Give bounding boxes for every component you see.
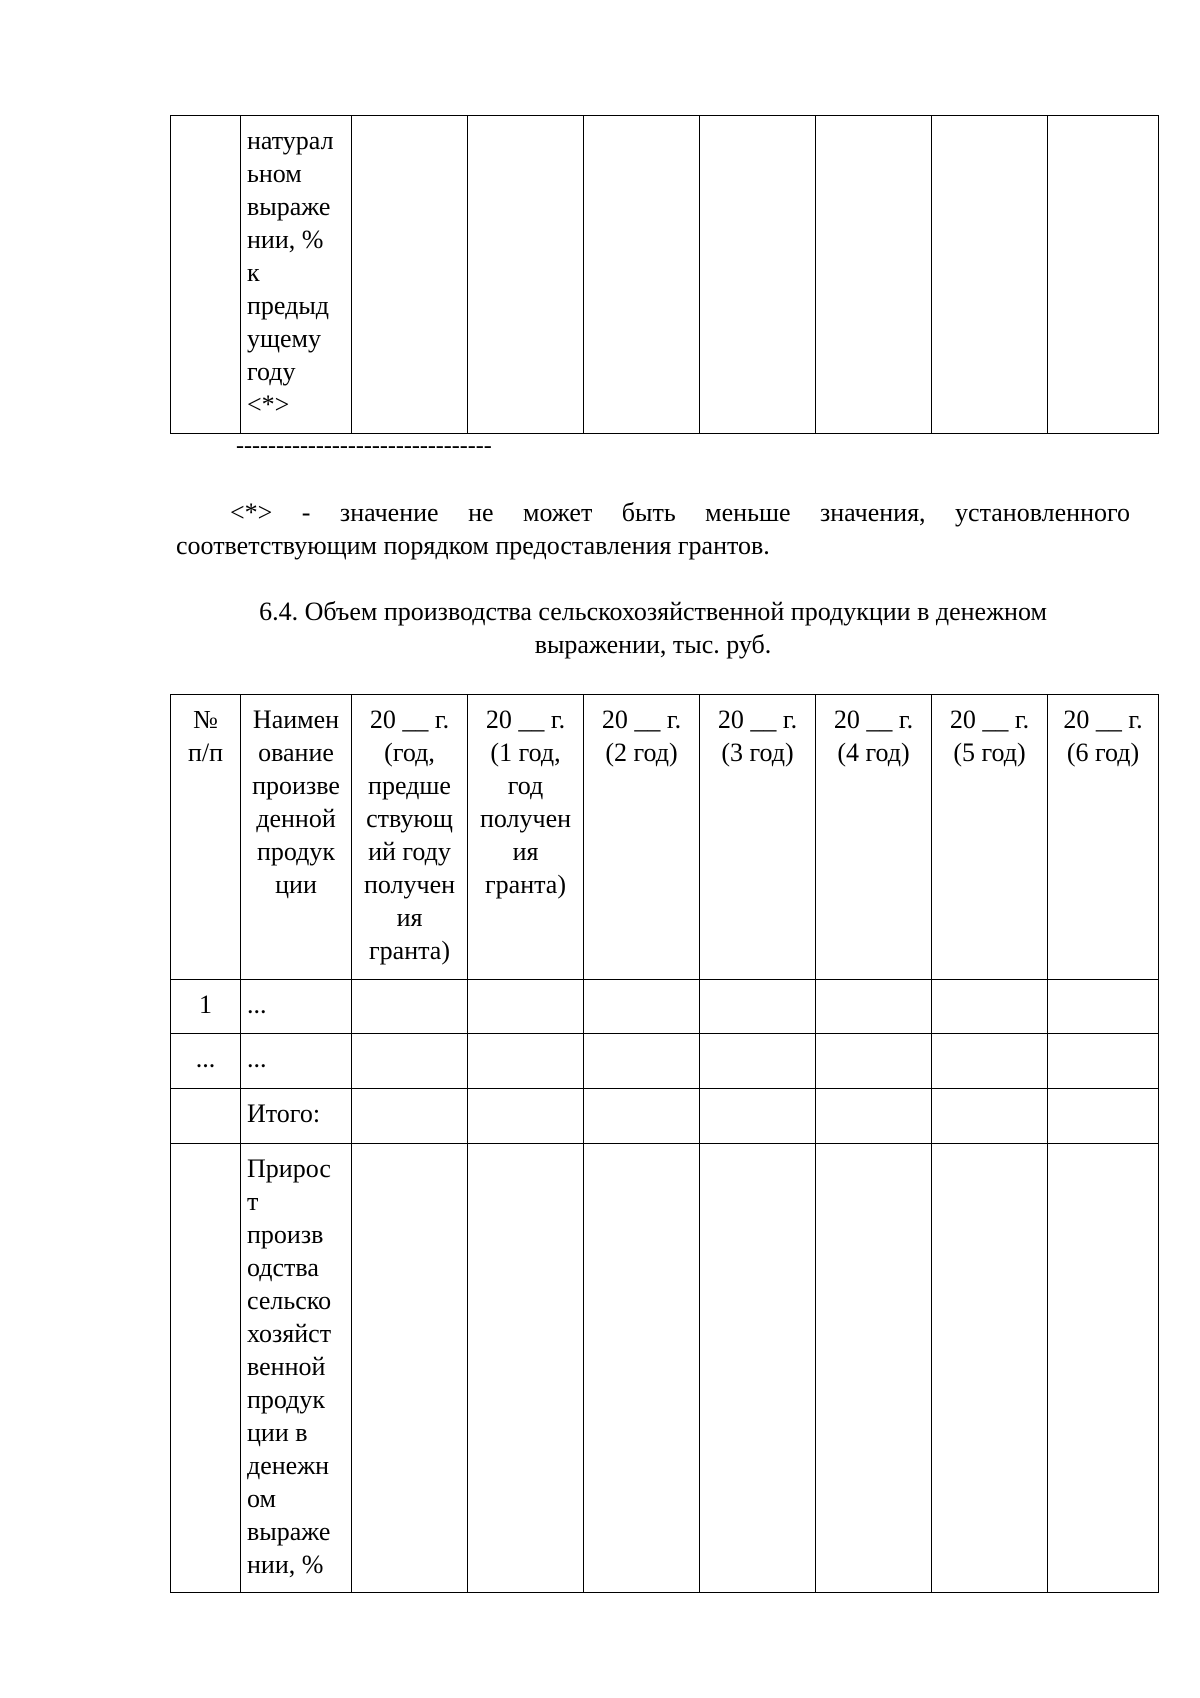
header-line: денной — [256, 804, 336, 833]
header-line: 20 __ г. — [601, 705, 682, 734]
header-line: Наимен — [252, 705, 340, 734]
growth-line: венной — [247, 1352, 326, 1381]
growth-line: Прирос — [247, 1154, 331, 1183]
value-cell — [816, 1089, 932, 1144]
value-cell — [468, 1144, 584, 1593]
section-title — [176, 595, 1130, 661]
value-cell — [1048, 116, 1159, 434]
header-line: (1 год, — [490, 738, 561, 767]
header-line: 20 __ г. — [833, 705, 914, 734]
table-row — [171, 1034, 1159, 1089]
header-line: п/п — [187, 738, 224, 767]
value-cell — [584, 980, 700, 1034]
header-year-4 — [816, 695, 932, 980]
growth-label-cell — [241, 1144, 352, 1593]
header-line: 20 __ г. — [1063, 705, 1143, 734]
footnote-separator: -------------------------------- — [236, 433, 492, 459]
value-cell — [700, 1089, 816, 1144]
header-year-1 — [468, 695, 584, 980]
header-line: ствующ — [366, 804, 453, 833]
value-cell — [584, 116, 700, 434]
header-year-0 — [352, 695, 468, 980]
growth-line: нии, % — [247, 1550, 324, 1579]
row-name: ... — [241, 1034, 352, 1089]
value-cell — [352, 116, 468, 434]
value-cell — [932, 116, 1048, 434]
header-line: ия — [396, 903, 423, 932]
value-cell — [932, 1034, 1048, 1089]
header-line: ции — [275, 870, 317, 899]
indicator-line: натурал — [247, 126, 334, 155]
header-year-6 — [1048, 695, 1159, 980]
value-cell — [1048, 980, 1159, 1034]
section-title-line: выражении, тыс. руб. — [534, 630, 772, 659]
total-row — [171, 1089, 1159, 1144]
header-number — [171, 695, 241, 980]
previous-table-continuation — [170, 115, 1159, 434]
header-line: получен — [363, 870, 456, 899]
value-cell — [816, 980, 932, 1034]
row-number: ... — [171, 1034, 241, 1089]
value-cell — [468, 116, 584, 434]
header-line: № — [193, 705, 218, 734]
value-cell — [700, 1034, 816, 1089]
value-cell — [700, 116, 816, 434]
indicator-line: ьном — [247, 159, 302, 188]
growth-line: продук — [247, 1385, 326, 1414]
value-cell — [584, 1089, 700, 1144]
header-line: (5 год) — [953, 738, 1026, 767]
header-line: 20 __ г. — [949, 705, 1030, 734]
value-cell — [816, 1144, 932, 1593]
value-cell — [932, 980, 1048, 1034]
value-cell — [584, 1034, 700, 1089]
header-line: 20 __ г. — [369, 705, 450, 734]
header-year-2 — [584, 695, 700, 980]
indicator-line: ущему — [247, 324, 322, 353]
value-cell — [352, 980, 468, 1034]
indicator-line: выраже — [247, 192, 331, 221]
production-volume-table — [170, 694, 1159, 1593]
growth-line: денежн — [247, 1451, 330, 1480]
header-line: ий году — [368, 837, 451, 866]
value-cell — [352, 1089, 468, 1144]
value-cell — [816, 1034, 932, 1089]
value-cell — [352, 1144, 468, 1593]
indicator-line: нии, % — [247, 225, 324, 254]
growth-row — [171, 1144, 1159, 1593]
growth-line: произв — [247, 1220, 324, 1249]
header-line: (2 год) — [605, 738, 678, 767]
indicator-line: <*> — [247, 390, 290, 419]
header-year-3 — [700, 695, 816, 980]
header-line: произве — [252, 771, 340, 800]
indicator-cell — [241, 116, 352, 434]
growth-line: одства — [247, 1253, 319, 1282]
value-cell — [700, 980, 816, 1034]
value-cell — [1048, 1089, 1159, 1144]
header-line: предше — [368, 771, 451, 800]
header-line: год — [507, 771, 544, 800]
value-cell — [932, 1089, 1048, 1144]
header-line: (4 год) — [837, 738, 910, 767]
header-line: получен — [479, 804, 572, 833]
indicator-line: предыд — [247, 291, 330, 320]
indicator-line: к — [247, 258, 260, 287]
header-year-5 — [932, 695, 1048, 980]
growth-line: сельско — [247, 1286, 332, 1315]
row-name: Итого: — [241, 1089, 352, 1144]
growth-line: ом — [247, 1484, 276, 1513]
row-number — [171, 1144, 241, 1593]
value-cell — [1048, 1144, 1159, 1593]
row-number — [171, 1089, 241, 1144]
value-cell — [700, 1144, 816, 1593]
header-line: 20 __ г. — [717, 705, 798, 734]
value-cell — [932, 1144, 1048, 1593]
value-cell — [816, 116, 932, 434]
header-line: (год, — [384, 738, 435, 767]
header-line: ия — [512, 837, 539, 866]
value-cell — [352, 1034, 468, 1089]
header-line: (3 год) — [721, 738, 794, 767]
value-cell — [1048, 1034, 1159, 1089]
section-title-line: 6.4. Объем производства сельскохозяйственной продукции в денежном — [259, 597, 1047, 626]
value-cell — [468, 1089, 584, 1144]
value-cell — [468, 1034, 584, 1089]
footnote-text: <*> - значение не может быть меньше значения, установленного соответствующим порядком предоставления грантов. — [176, 498, 1130, 560]
row-name: ... — [241, 980, 352, 1034]
growth-line: т — [247, 1187, 259, 1216]
growth-line: выраже — [247, 1517, 331, 1546]
growth-line: ции в — [247, 1418, 308, 1447]
header-line: (6 год) — [1066, 738, 1140, 767]
indicator-line: году — [247, 357, 296, 386]
value-cell — [584, 1144, 700, 1593]
number-cell — [171, 116, 241, 434]
row-number: 1 — [171, 980, 241, 1034]
header-line: гранта) — [369, 936, 450, 965]
value-cell — [468, 980, 584, 1034]
header-line: ование — [258, 738, 334, 767]
header-name — [241, 695, 352, 980]
header-line: продук — [256, 837, 336, 866]
header-line: 20 __ г. — [485, 705, 566, 734]
header-line: гранта) — [485, 870, 566, 899]
header-row — [171, 695, 1159, 980]
growth-line: хозяйст — [247, 1319, 332, 1348]
table-row — [171, 980, 1159, 1034]
